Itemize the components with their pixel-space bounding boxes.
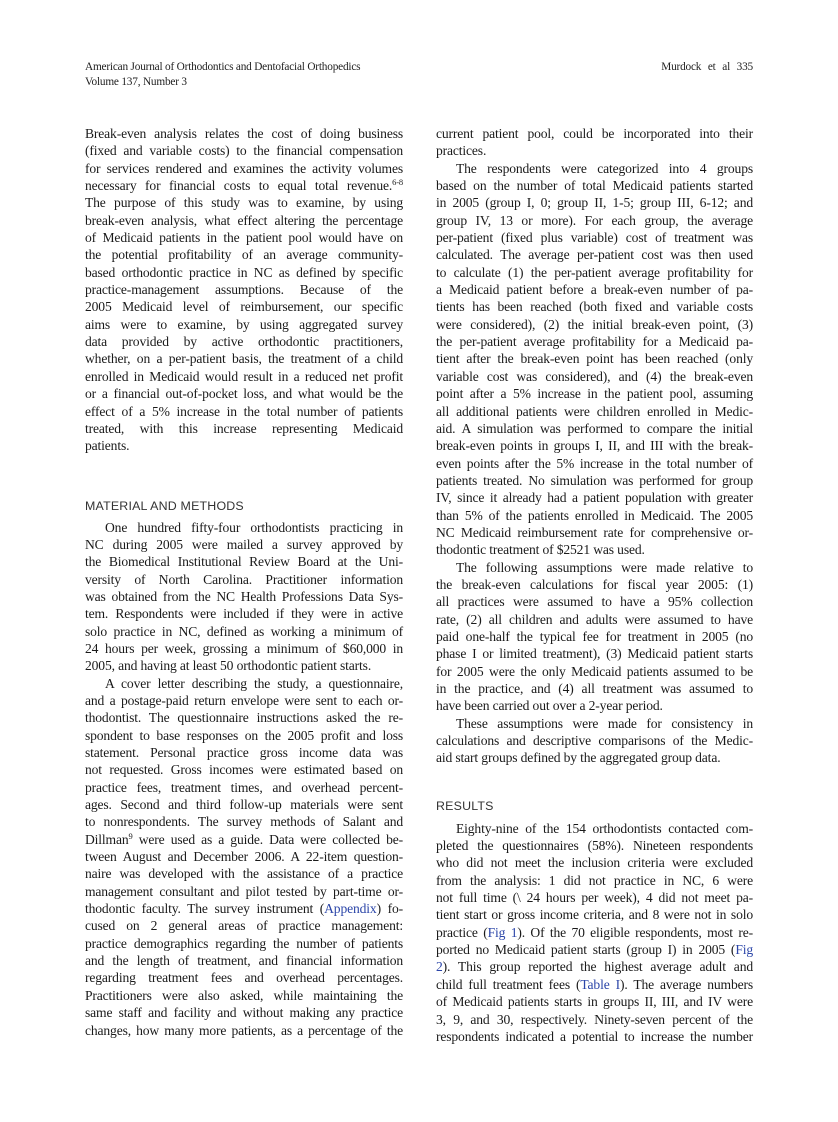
- text-line: regarding treatment fees and overhead percentages.: [85, 970, 403, 986]
- text-line: was obtained from the NC Health Professions Data Sys-: [85, 588, 403, 604]
- text-line: versity of North Carolina. Practitioner information: [85, 571, 403, 587]
- methods-continued-section: [436, 125, 753, 767]
- text-line: even points after the 5% increase in the total number of: [436, 455, 753, 471]
- text-line: aid start groups defined by the aggregated group data.: [436, 750, 721, 766]
- text-segment: ). This group reported the highest average adult and: [442, 959, 753, 975]
- text-line: A cover letter describing the study, a questionnaire,: [105, 675, 403, 691]
- text-line: from the analysis: 1 did not practice in NC, 6 were: [436, 872, 753, 888]
- text-line: patients treated. No simulation was performed for group: [436, 472, 753, 488]
- reference-link[interactable]: Appendix: [324, 901, 377, 917]
- text-line: calculated. The average per-patient cost was then used: [436, 247, 753, 263]
- text-line: practice-management assumptions. Because of the: [85, 282, 403, 298]
- text-line: whether, on a per-patient basis, the treatment of a child: [85, 351, 403, 367]
- text-segment: necessary for financial costs to equal total revenue.: [85, 178, 393, 194]
- text-line: in the practice, and (4) all treatment was assumed to: [436, 681, 753, 696]
- text-line: ages. Second and third follow-up materials were sent: [85, 797, 403, 813]
- text-line: aid. A simulation was performed to compare the initial: [436, 420, 753, 436]
- text-line: and a postage-paid return envelope were sent to each or-: [85, 692, 403, 708]
- text-line: thodontist. The questionnaire instructions asked the re-: [85, 710, 403, 726]
- text-line: patients.: [85, 438, 130, 454]
- text-line: changes, how many more patients, as a percentage of the: [85, 1022, 403, 1038]
- text-line: tients has been reached (both fixed and variable costs: [436, 299, 753, 315]
- text-line: the break-even calculations for fiscal year 2005: (1): [436, 576, 753, 592]
- paragraph: [85, 125, 403, 455]
- text-line: 24 hours per week, grossing a minimum of $60,000 in: [85, 640, 403, 656]
- reference-link[interactable]: Fig 1: [487, 924, 518, 940]
- text-line: not full time (\ 24 hours per week), 4 did not meet pa-: [436, 890, 753, 906]
- text-line: to calculate (1) the per-patient average profitability for: [436, 264, 753, 280]
- journal-volume: Volume 137, Number 3: [85, 76, 187, 88]
- text-line: calculations and descriptive comparisons of the Medic-: [436, 733, 753, 749]
- text-line: same staff and facility and without making any practice: [85, 1005, 403, 1021]
- text-line: Eighty-nine of the 154 orthodontists contacted com-: [456, 820, 753, 836]
- paragraph: [436, 559, 753, 715]
- text-line: One hundred fifty-four orthodontists practicing in: [105, 519, 403, 535]
- paragraph: [436, 820, 753, 1045]
- text-segment: ). Of the 70 eligible respondents, most re-: [517, 924, 753, 940]
- reference-link[interactable]: 2: [436, 959, 443, 975]
- text-line: statement. Personal practice gross income data was: [85, 745, 403, 760]
- methods-section: [85, 519, 403, 1039]
- paragraph: [436, 125, 753, 160]
- journal-title: American Journal of Orthodontics and Dentofacial Orthopedics: [85, 61, 361, 73]
- text-line: rate, (2) all children and adults were assumed to have: [436, 611, 753, 627]
- text-line: The purpose of this study was to examine, by using: [85, 195, 403, 211]
- text-line: the potential profitability of an average community-: [85, 247, 403, 263]
- text-line: NC Medicaid reimbursement rate for comprehensive or-: [436, 524, 753, 540]
- text-line: the Biomedical Institutional Review Board at the Uni-: [85, 554, 403, 570]
- section-heading-results: RESULTS: [436, 798, 494, 813]
- text-line: cused on 2 general areas of practice management:: [85, 918, 403, 934]
- paragraph: [436, 160, 753, 559]
- text-line: [436, 924, 753, 941]
- text-line: thodontic treatment of $2521 was used.: [436, 542, 645, 558]
- intro-section: [85, 125, 403, 455]
- running-header-page: [661, 60, 753, 75]
- text-line: tem. Respondents were included if they were in active: [85, 606, 403, 622]
- text-line: of Medicaid patients starts in groups II, III, and IV were: [436, 994, 753, 1010]
- text-segment: Dillman: [85, 831, 129, 847]
- text-line: all practices were assumed to have a 95% collection: [436, 594, 753, 610]
- text-line: and the length of treatment, and financial information: [85, 953, 403, 969]
- text-segment: ) fo-: [376, 901, 403, 917]
- text-line: the per-patient average profitability for a Medicaid pa-: [436, 334, 753, 350]
- citation-superscript: 9: [128, 830, 133, 841]
- authors: Murdock et al: [661, 61, 731, 73]
- text-line: paid one-half the typical fee for treatment in 2005 (no: [436, 628, 753, 644]
- reference-link[interactable]: Table I: [580, 976, 620, 992]
- right-column: [436, 125, 753, 1045]
- text-segment: thodontic faculty. The survey instrument (: [85, 901, 325, 917]
- text-line: break-even analysis, what effect altering the percentage: [85, 212, 403, 228]
- text-line: [436, 958, 753, 975]
- text-line: have been carried out over a 2-year period.: [436, 698, 663, 714]
- text-line: current patient pool, could be incorporated into their: [436, 126, 753, 141]
- text-line: for services rendered and examines the activity volumes: [85, 160, 403, 176]
- text-line: of Medicaid patients in the patient pool would have on: [85, 230, 403, 246]
- text-segment: ). The average numbers: [619, 976, 753, 992]
- text-segment: were used as a guide. Data were collected be-: [132, 831, 403, 847]
- text-line: The respondents were categorized into 4 groups: [456, 160, 753, 176]
- text-line: variable cost was considered), and (4) the break-even: [436, 368, 753, 384]
- running-header-journal: [85, 60, 360, 90]
- text-line: phase I or limited treatment), (3) Medicaid patient starts: [436, 646, 753, 662]
- text-line: data provided by active orthodontic practitioners,: [85, 334, 403, 350]
- citation-superscript: 6-8: [392, 177, 403, 188]
- text-line: based on the number of total Medicaid patients started: [436, 178, 753, 194]
- text-line: or a financial out-of-pocket loss, and what would be the: [85, 386, 403, 402]
- text-line: were considered), (2) the initial break-even point, (3): [436, 316, 753, 332]
- text-line: practice fees, treatment times, and overhead percent-: [85, 779, 403, 795]
- text-line: per-patient (fixed plus variable) cost of treatment was: [436, 230, 753, 246]
- text-line: NC during 2005 were mailed a survey approved by: [85, 536, 403, 552]
- paragraph: [85, 675, 403, 1039]
- text-line: tween August and December 2006. A 22-item question-: [85, 849, 403, 865]
- text-line: who did not meet the inclusion criteria were excluded: [436, 855, 753, 871]
- left-column: [85, 125, 403, 1039]
- text-line: IV, since it already had a patient population with greater: [436, 490, 753, 506]
- text-line: based orthodontic practice in NC as defined by specific: [85, 264, 403, 280]
- text-line: [85, 900, 403, 917]
- text-line: effect of a 5% increase in the total number of patients: [85, 403, 403, 419]
- text-line: (fixed and variable costs) to the financial compensation: [85, 143, 403, 159]
- text-line: Break-even analysis relates the cost of doing business: [85, 126, 403, 141]
- text-line: [85, 177, 403, 194]
- text-line: break-even points in groups I, II, and III with the break-: [436, 438, 753, 454]
- text-line: treated, with this increase representing Medicaid: [85, 420, 403, 436]
- text-line: These assumptions were made for consistency in: [456, 715, 753, 731]
- text-line: a Medicaid patient before a break-even number of pa-: [436, 282, 753, 298]
- paragraph: [436, 715, 753, 767]
- text-line: The following assumptions were made relative to: [456, 559, 753, 575]
- text-line: [85, 831, 403, 848]
- text-segment: practice (: [436, 924, 488, 940]
- text-line: solo practice in NC, defined as working a minimum of: [85, 623, 403, 639]
- text-line: 2005 Medicaid level of reimbursement, our specific: [85, 299, 403, 315]
- text-line: aims were to examine, by using aggregated survey: [85, 316, 403, 332]
- text-line: tient after the break-even point has been reached (only: [436, 351, 753, 367]
- text-line: not requested. Gross incomes were estimated based on: [85, 762, 403, 778]
- text-line: group IV, 13 or more). For each group, the average: [436, 212, 753, 228]
- text-line: practices.: [436, 143, 487, 159]
- text-line: spondent to base responses on the 2005 profit and loss: [85, 727, 403, 743]
- text-line: respondents indicated a potential to increase the number: [436, 1028, 753, 1044]
- text-line: in 2005 (group I, 0; group II, 1-5; group III, 6-12; and: [436, 195, 753, 211]
- text-line: [436, 976, 753, 993]
- paragraph: [85, 519, 403, 675]
- text-line: naire was developed with the assistance of a practice: [85, 866, 403, 882]
- text-line: management consultant and pilot tested by part-time or-: [85, 883, 403, 899]
- text-line: for 2005 were the only Medicaid patients assumed to be: [436, 663, 753, 679]
- results-section: [436, 820, 753, 1045]
- text-line: to nonrespondents. The survey methods of Salant and: [85, 814, 403, 830]
- section-heading-methods: MATERIAL AND METHODS: [85, 498, 244, 513]
- reference-link[interactable]: Fig: [735, 942, 753, 958]
- text-line: 3, 9, and 30, respectively. Ninety-seven percent of the: [436, 1011, 753, 1027]
- text-line: enrolled in Medicaid would result in a reduced net profit: [85, 368, 403, 384]
- text-segment: ported no Medicaid patient starts (group I) in 2005 (: [436, 942, 736, 958]
- text-line: [436, 941, 753, 958]
- text-line: practice demographics regarding the number of patients: [85, 935, 403, 951]
- text-line: than 5% of the patients enrolled in Medicaid. The 2005: [436, 507, 753, 523]
- text-line: tient start or gross income criteria, and 8 were not in solo: [436, 907, 753, 923]
- text-segment: child full treatment fees (: [436, 976, 581, 992]
- text-line: Practitioners were also asked, while maintaining the: [85, 987, 403, 1003]
- text-line: 2005, and having at least 50 orthodontic patient starts.: [85, 658, 372, 674]
- text-line: pleted the questionnaires (58%). Nineteen respondents: [436, 838, 753, 854]
- text-line: point after a 5% increase in the patient pool, assuming: [436, 386, 753, 402]
- text-line: all additional patients were children enrolled in Medic-: [436, 403, 753, 419]
- page-number: 335: [736, 61, 753, 73]
